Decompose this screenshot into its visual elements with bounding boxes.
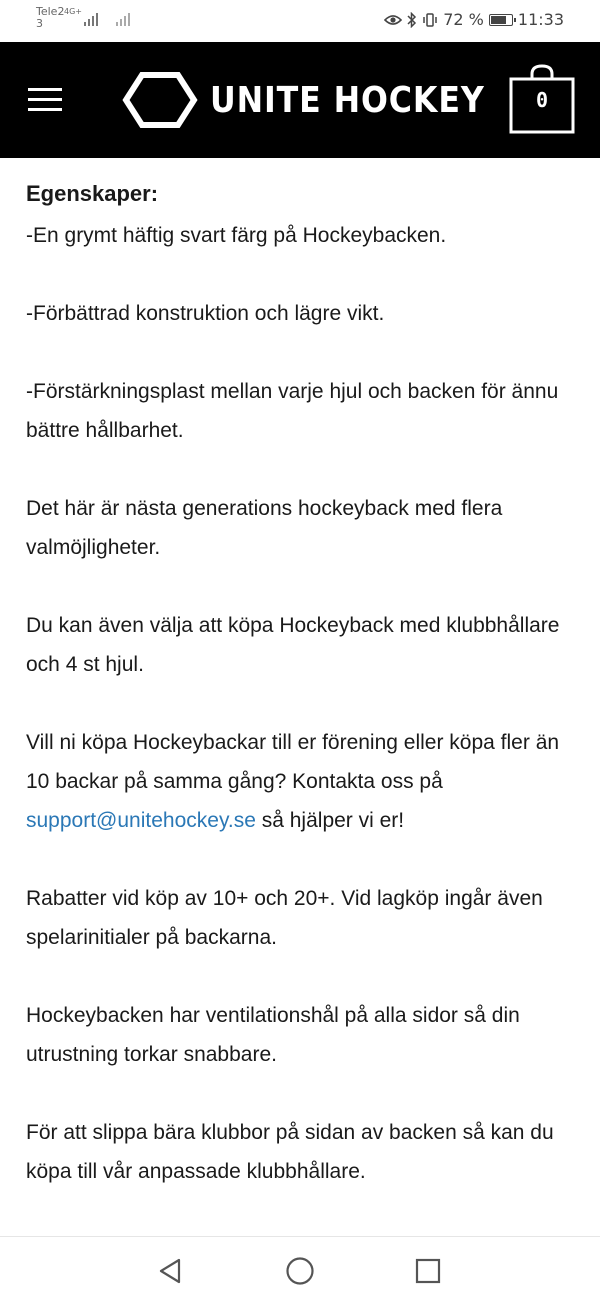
site-logo[interactable] [122, 71, 522, 129]
battery-icon [489, 14, 513, 26]
feature-construction: -Förbättrad konstruktion och lägre vikt. [26, 302, 385, 325]
sim-slot: 3 [36, 17, 43, 30]
support-email-link[interactable]: support@unitehockey.se [26, 809, 256, 832]
brand-name: UNITE HOCKEY [210, 79, 485, 121]
eye-icon [384, 14, 402, 26]
menu-icon[interactable] [28, 88, 62, 112]
status-bar [0, 0, 600, 42]
network-type: 4G+ [64, 7, 82, 16]
home-circle-icon[interactable] [280, 1251, 320, 1291]
contact-text: Vill ni köpa Hockeybackar till er förening eller köpa fler än 10 backar på samma gång? Kontakta oss på [26, 731, 560, 793]
product-description [26, 176, 586, 1230]
feature-color: -En grymt häftig svart färg på Hockeybacken. [26, 224, 447, 247]
paragraph-club-holder: För att slippa bära klubbor på sidan av backen så kan du köpa till vår anpassade klubbhållare. [26, 1121, 554, 1183]
paragraph-contact [26, 723, 586, 840]
paragraph-stick-holder: Du kan även välja att köpa Hockeyback med klubbhållare och 4 st hjul. [26, 614, 560, 676]
recents-square-icon[interactable] [408, 1251, 448, 1291]
clock: 11:33 [517, 10, 564, 29]
signal-icon [84, 10, 98, 26]
carrier-info [36, 5, 82, 30]
cart-count: 0 [535, 88, 549, 112]
feature-reinforcement: -Förstärkningsplast mellan varje hjul och backen för ännu bättre hållbarhet. [26, 380, 559, 442]
bluetooth-icon [407, 12, 417, 28]
contact-text-end: så hjälper vi er! [255, 809, 405, 832]
features-heading: Egenskaper: [26, 181, 159, 206]
carrier-name: Tele2 [36, 5, 65, 18]
vibrate-icon [422, 12, 438, 28]
hexagon-logo-icon [122, 71, 198, 129]
paragraph-discounts: Rabatter vid köp av 10+ och 20+. Vid lagköp ingår även spelarinitialer på backarna. [26, 887, 543, 949]
back-triangle-icon[interactable] [150, 1251, 190, 1291]
signal-icon-secondary [116, 10, 130, 26]
paragraph-ventilation: Hockeybacken har ventilationshål på alla sidor så din utrustning torkar snabbare. [26, 1004, 520, 1066]
paragraph-next-generation: Det här är nästa generations hockeyback med flera valmöjligheter. [26, 497, 503, 559]
site-header [0, 42, 600, 158]
status-right [384, 10, 564, 29]
cart-button[interactable] [508, 64, 576, 134]
system-navigation-bar [0, 1236, 600, 1301]
battery-percent: 72 % [443, 10, 484, 29]
